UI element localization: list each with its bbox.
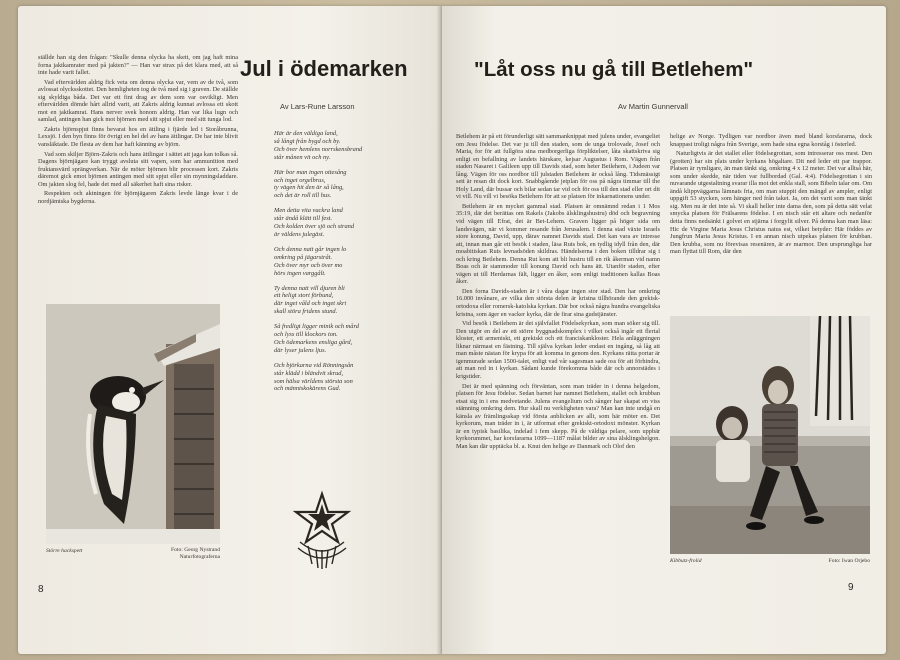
paragraph: Vad eftervärlden aldrig fick veta om denna olycka var, vem av de två, som avlossat olycksskottet. Den hemligheten tog de två med sig i graven. De ställde sig skyldiga båda. Det var ett fint drag av dem som var osvikligt. Men eftervärlden dömde hårt allrid varit, att Zakris aldrig kunnat avlossa ett skott mot en jaktkamrat. Hans nerver svek honom aldrig. Han var lika lugn och samlad, antingen han gick mot björnen med sitt spjut eller med sitt tunga lod. [38,78,238,124]
kibbutz-photo [670,316,870,554]
poem-stanza: Och björkarna vid Rönningsån står klädd i bländvit skrud, som hälsa världens största son och människokärens Gud. [274,361,354,393]
paragraph: Vad som skiljer Björn-Zakris och hans ättlingar i sättet att jaga kan tolkas så. Dagens björnjägare kan tryggt avsluta sitt vapen, som har ammunition med fruktansvärd sprängverkan. När de möter björnen blir processen kort. Zakris däremot gick emot björnen antingen med sitt spjut eller sin mynningsladdare. Om jakten slog fel, hade det med all säkerhet haft sina risker. [38,150,238,188]
right-column-2 [670,133,872,258]
left-article-title: Jul i ödemarken [240,56,408,81]
poem [274,130,434,400]
woodpecker-illustration [46,304,220,544]
poem-stanza: Så fredligt ligger minik och mård och lyss till klockors ton. Och ödemarkens ensliga gård, där lyser julens ljus. [274,323,359,354]
paragraph: Den forna Davids-staden är i våra dagar ingen stor stad. Den har omkring 16.000 invånare, av vilka den största delen är kristna tillhörande den grekisk-ortodoxa eller romersk-katolska kyrkan. Där bor också några hundra evangeliska kristna, som äger en vacker kyrka, där de firar sina gudstjänster. [456,287,660,318]
kibbutz-caption: Kibbutz-frolid [670,558,702,564]
poem-stanza: Ty denna natt vill djuren bli ett heligt stort förbund, där inget våld och inget skri skall störa fridens stund. [274,284,347,316]
paragraph: Betlehem är en mycket gammal stad. Platsen är omnämnd redan i 1 Mos 35:19, där det berättas om Rakels (Jakobs älsklingshustru) död och begravning vid vägen till Efrat, det är Bet-Lehem. Graven ligger på höger sida om landsvägen, när vi kommer resande från Jerusalem. I denna stad växte Israels store konung, David, upp, därav namnet Davids stad. Det kan vara av intresse att, innan man går ett besök i staden, läsa Ruts bok, en tydlig idyll från den, där moabitiskan Ruts levnadsöden skildras. Händelserna i den boken tilldrar sig i och kring Betlehem. Denna Rut kom att bli hustru till en rik åkerman vid namn Boas och är stammoder till konung David och hans ätt. Utanför staden, efter vägen ut till Herdarnas fält, ligger en åker, som enligt traditionen kallas Boas åker. [456,202,660,286]
poem-stanza: Här är den väldiga land, så långt från bygd och by. Och över hemlens norrskensbrand står månen vit och ny. [274,130,363,161]
paragraph: Naturligtvis är det stallet eller födelsegrottan, som intresserar oss mest. Den (grotten) har sin plats under kyrkans högaltare. Dit ned leder ett par trappor. Platsen är rymligare, än man tänkt sig, omkring 4 x 12 meter. Det var alltså här, som under skedde, när tiden var fullbordad (Gal. 4:4). Födelsegrottan i sin nuvarande utgestaltning svarar illa mot det enkla stall, som Bibeln talar om. Om ändå klippväggarna lämnats fria, om man stuppit den mängd av ampler, enligt uppgift 53 stycken, som hänger ned från taket. Ja, om det varit som man tänkt sig. Men nu är det inte så. Vi skall heller inte dama den, som på detta sätt velat smycka platsen för Frälsarens födelse. I en nisch står ett altare och nedanför detta finns nedsänkt i golvet en stjärna i forgylit silver. På denna kan man läsa: Hic de Virgine Maria Jesus Christus natus est, vilket betyder: Här föddes av Jungfrun Maria Jesus Kristus. I en annan nisch utpekas platsen för krubban. Den krubba, som nu förevisas resenären, är av marmor. Den ursprungliga har man flyttat till Rom, där den [670,150,872,256]
paragraph: Zakris björnspjut finns bevarat hos en ättling i fjärde led i Storåbrunna, Lexsjö. I den byn finns för övrigt en hel del av hans ättlingar. De har inte blivit vansläktade. De flesta av dem har haft känning av björn. [38,125,238,149]
paragraph: Det är med spänning och förväntan, som man träder in i denna helgedom, platsen för Jesu födelse. Sedan barnet har namnet Betlehem, stallet och krubban etsat sig in i ens medvetande. Julens evangelium och sånger har skapat en viss stämning omkring dem. Hur skall nu verkligheten vara? Man kan inte undgå en känsla av främlingsskap vid första anblicken av allt, som här möter en. Det kyrkorum, man träder in i, är utformat efter grekiskt-ortodoxt mönster. Kyrkan är en typisk basilika, indelad i fem skepp. På de väldiga pelare, som uppbär kyrkorummet, har korsfararna 1099—1187 målat bilder av sina älsklingshelgon. Man kan där upptäcka bl. a. Knut den helige av Danmark och Olof den [456,382,660,450]
poem-stanza: Och denna natt går ingen lo omkring på jägarstråt. Och över myr och över mo hörs ingen varggålt. [274,245,347,277]
right-byline: Av Martin Gunnervall [618,102,688,111]
star-ornament-icon [290,490,354,570]
right-page [442,6,886,654]
paragraph: Respekten och aktningen för björnjägaren Zakris levde länge kvar i de nordjämtska bygderna. [38,190,238,205]
woodpecker-credit: Foto: Georg Nystrand Naturfotograferna [171,547,220,560]
left-byline: Av Lars-Rune Larsson [280,102,355,111]
right-article-title: "Låt oss nu gå till Betlehem" [474,58,754,81]
right-page-number: 9 [848,582,854,593]
left-page-number: 8 [38,584,44,595]
poem-stanza: Här bor man ingen ottesång och inget orgelbrus, ty vägen hit den är så lång, och det är roll till hus. [274,168,347,200]
paragraph: helige av Norge. Tydligen var nordbor även med bland korsfararna, dock knappast troligt några från Sverige, som hade sina egna korståg i österled. [670,133,872,148]
woodpecker-photo [46,304,220,544]
children-illustration [670,316,870,554]
left-page [18,6,442,654]
kibbutz-credit: Foto: Iwan Orjebo [828,558,870,564]
left-top-column [38,54,238,207]
paragraph: Vid besök i Betlehem är det självfallet Födelsekyrkan, som man söker sig till. Den utgör en del av ett större byggnadskomplex i vilket också ingår ett flertal kloster, ett armeniskt, ett grekiskt och ett franciskankloster. Hela anläggningen liknar närmast en fästning. Till själva kyrkan leder endast en ingång, så låg att man måste nästan för krypa för att komma in genom den. Kyrkans rätta portar är igenmurade sedan 1500-talet, enligt vad vår sagesman sade oss för att förhindra, att man red in i kyrkan. Sådant kunde förekomma både där och annorstädes i krigstider. [456,320,660,380]
paragraph: ställde han sig den frågan: "Skulle denna olycka ha skett, om jag haft mina forna jaktkamrater med på jakten?" — Han var strax på det klara med, att så inte hade varit fallet. [38,54,238,77]
poem-stanza: Men detta vita vackra land står ändå klätt till fest. Och kolden över sjö och strand är väldens julegäst. [274,207,355,238]
woodpecker-caption: Större hackspett [46,548,83,554]
paragraph: Betlehem är på ett förunderligt sätt sammanknippat med julens under, evangeliet om Jesu födelse. Det var ju till den staden, som de unga trolovade, Josef och Maria, for för att fullgöra sina medborgerliga förpliktelser, låta skattskriva sig enligt en befallning av landets härskare, kejsar Augustus i Rom. Vägen från staden Nasaret i Galileen upp till Davids stad, som heter Betlehem, i Judeen var lång. Vägen för oss nordbor till julstaden Betlehem är också lång. Tidsmässigt sett är resan dit dock kort. Snabbgående jetplan för oss på några timmar till the Holy Land, där bussar och bilar sedan tar vid och för oss till den stad eller ort dit vi vill. Nu vill vi besöka Betlehem för att se platsen för inkarnationens under. [456,133,660,201]
right-column-1 [456,133,660,452]
